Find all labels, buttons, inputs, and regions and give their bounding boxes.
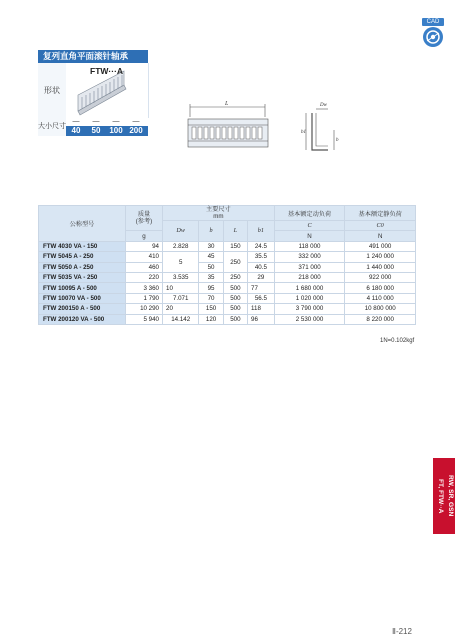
cell-dw: 7.071 (163, 293, 199, 303)
cell-b: 45 (199, 252, 223, 262)
cell-model: FTW 5050 A - 250 (39, 262, 126, 272)
cell-dw: 20 (163, 304, 199, 314)
dim-L: L (225, 101, 229, 107)
cell-model: FTW 5035 VA - 250 (39, 272, 126, 282)
size-row (66, 126, 148, 136)
cell-b: 150 (199, 304, 223, 314)
page-number: Ⅱ-212 (392, 627, 412, 636)
cell-mass: 5 940 (126, 314, 163, 324)
cell-c0: 1 440 000 (345, 262, 416, 272)
size-dash: — (112, 118, 120, 125)
cell-c0: 6 180 000 (345, 283, 416, 293)
size-50[interactable]: 50 (91, 126, 101, 135)
header-b1: b1 (248, 221, 275, 242)
unit-note: 1N=0.102kgf (380, 338, 415, 344)
header-static-load: 基本额定静负荷 (345, 206, 416, 221)
size-40[interactable]: 40 (71, 126, 81, 135)
cell-mass: 3 360 (126, 283, 163, 293)
cell-c: 332 000 (274, 252, 345, 262)
cell-b: 35 (199, 272, 223, 282)
size-dash: — (92, 118, 100, 125)
cell-L: 250 (223, 252, 247, 273)
header-c0: C0 (345, 221, 416, 231)
cell-b1: 29 (248, 272, 275, 282)
cell-dw: 14.142 (163, 314, 199, 324)
header-dims-unit: mm (213, 213, 224, 220)
size-200[interactable]: 200 (129, 126, 143, 135)
cell-model: FTW 200150 A - 500 (39, 304, 126, 314)
cell-c: 371 000 (274, 262, 345, 272)
cell-c0: 4 110 000 (345, 293, 416, 303)
product-title: 复列直角平面滚针轴承 (38, 50, 148, 63)
cell-b1: 40.5 (248, 262, 275, 272)
header-c: C (274, 221, 345, 231)
header-mass-line2: (参考) (135, 218, 153, 226)
header-dynamic-load: 基本额定动负荷 (274, 206, 345, 221)
table-row (39, 304, 416, 314)
cell-b1: 96 (248, 314, 275, 324)
table-row (39, 283, 416, 293)
cad-badge[interactable]: CAD (422, 18, 444, 26)
cell-mass: 10 290 (126, 304, 163, 314)
cell-c: 3 790 000 (274, 304, 345, 314)
size-dash: — (72, 118, 80, 125)
cell-c0: 10 800 000 (345, 304, 416, 314)
table-row (39, 252, 416, 262)
cell-dw: 10 (163, 283, 199, 293)
cell-mass: 1 790 (126, 293, 163, 303)
header-b: b (199, 221, 223, 242)
cell-dw: 5 (163, 252, 199, 273)
cell-b1: 118 (248, 304, 275, 314)
header-c0-unit: N (345, 231, 416, 241)
header-model: 公称型号 (39, 206, 126, 242)
cell-b1: 24.5 (248, 241, 275, 251)
cell-model: FTW 5045 A - 250 (39, 252, 126, 262)
cell-dw: 3.535 (163, 272, 199, 282)
model-name: FTW···A (90, 66, 124, 76)
cell-L: 500 (223, 293, 247, 303)
cell-c0: 1 240 000 (345, 252, 416, 262)
cell-c: 2 530 000 (274, 314, 345, 324)
cell-L: 500 (223, 304, 247, 314)
cell-c: 218 000 (274, 272, 345, 282)
header-dw: Dw (163, 221, 199, 242)
table-row (39, 314, 416, 324)
cell-b1: 77 (248, 283, 275, 293)
shape-label: 形状 (38, 63, 66, 118)
cell-mass: 94 (126, 241, 163, 251)
dim-b: b (336, 138, 339, 143)
cell-b: 70 (199, 293, 223, 303)
header-mass-line1: 质量 (137, 211, 151, 219)
table-row (39, 272, 416, 282)
cad-logo-icon[interactable] (423, 27, 443, 47)
table-row (39, 293, 416, 303)
cell-b: 95 (199, 283, 223, 293)
section-tab-line2: FT, FTW··A (437, 478, 444, 514)
cell-model: FTW 10095 A - 500 (39, 283, 126, 293)
top-strip (0, 0, 455, 48)
section-tab-line1: RW, SR, GSN (447, 475, 454, 517)
cell-b: 30 (199, 241, 223, 251)
cell-b: 120 (199, 314, 223, 324)
technical-drawing (180, 95, 360, 165)
cell-c0: 8 220 000 (345, 314, 416, 324)
cell-model: FTW 200120 VA - 500 (39, 314, 126, 324)
cell-L: 250 (223, 272, 247, 282)
dim-dw: Dw (320, 103, 327, 108)
header-L: L (223, 221, 247, 242)
cell-dw: 2.828 (163, 241, 199, 251)
section-tab-label[interactable] (433, 458, 455, 534)
cell-model: FTW 10070 VA - 500 (39, 293, 126, 303)
cell-b: 50 (199, 262, 223, 272)
cell-mass: 460 (126, 262, 163, 272)
table-row (39, 241, 416, 251)
cell-L: 500 (223, 283, 247, 293)
dim-b1: b1 (301, 130, 306, 135)
cell-L: 150 (223, 241, 247, 251)
header-mass (126, 206, 163, 231)
size-label: 大小尺寸 (38, 118, 66, 136)
dash-row (66, 118, 148, 126)
header-dims-label: 主要尺寸 (205, 206, 231, 213)
cell-L: 500 (223, 314, 247, 324)
header-dims (163, 206, 275, 221)
cell-mass: 220 (126, 272, 163, 282)
spec-table (38, 205, 416, 325)
cell-c: 1 020 000 (274, 293, 345, 303)
size-dash: — (132, 118, 140, 125)
cell-c: 1 680 000 (274, 283, 345, 293)
header-c-unit: N (274, 231, 345, 241)
header-mass-unit: g (126, 231, 163, 241)
size-100[interactable]: 100 (109, 126, 123, 135)
cell-c0: 922 000 (345, 272, 416, 282)
cell-c: 118 000 (274, 241, 345, 251)
cell-mass: 410 (126, 252, 163, 262)
cell-c0: 491 000 (345, 241, 416, 251)
cell-model: FTW 4030 VA - 150 (39, 241, 126, 251)
cell-b1: 35.5 (248, 252, 275, 262)
cell-b1: 56.5 (248, 293, 275, 303)
